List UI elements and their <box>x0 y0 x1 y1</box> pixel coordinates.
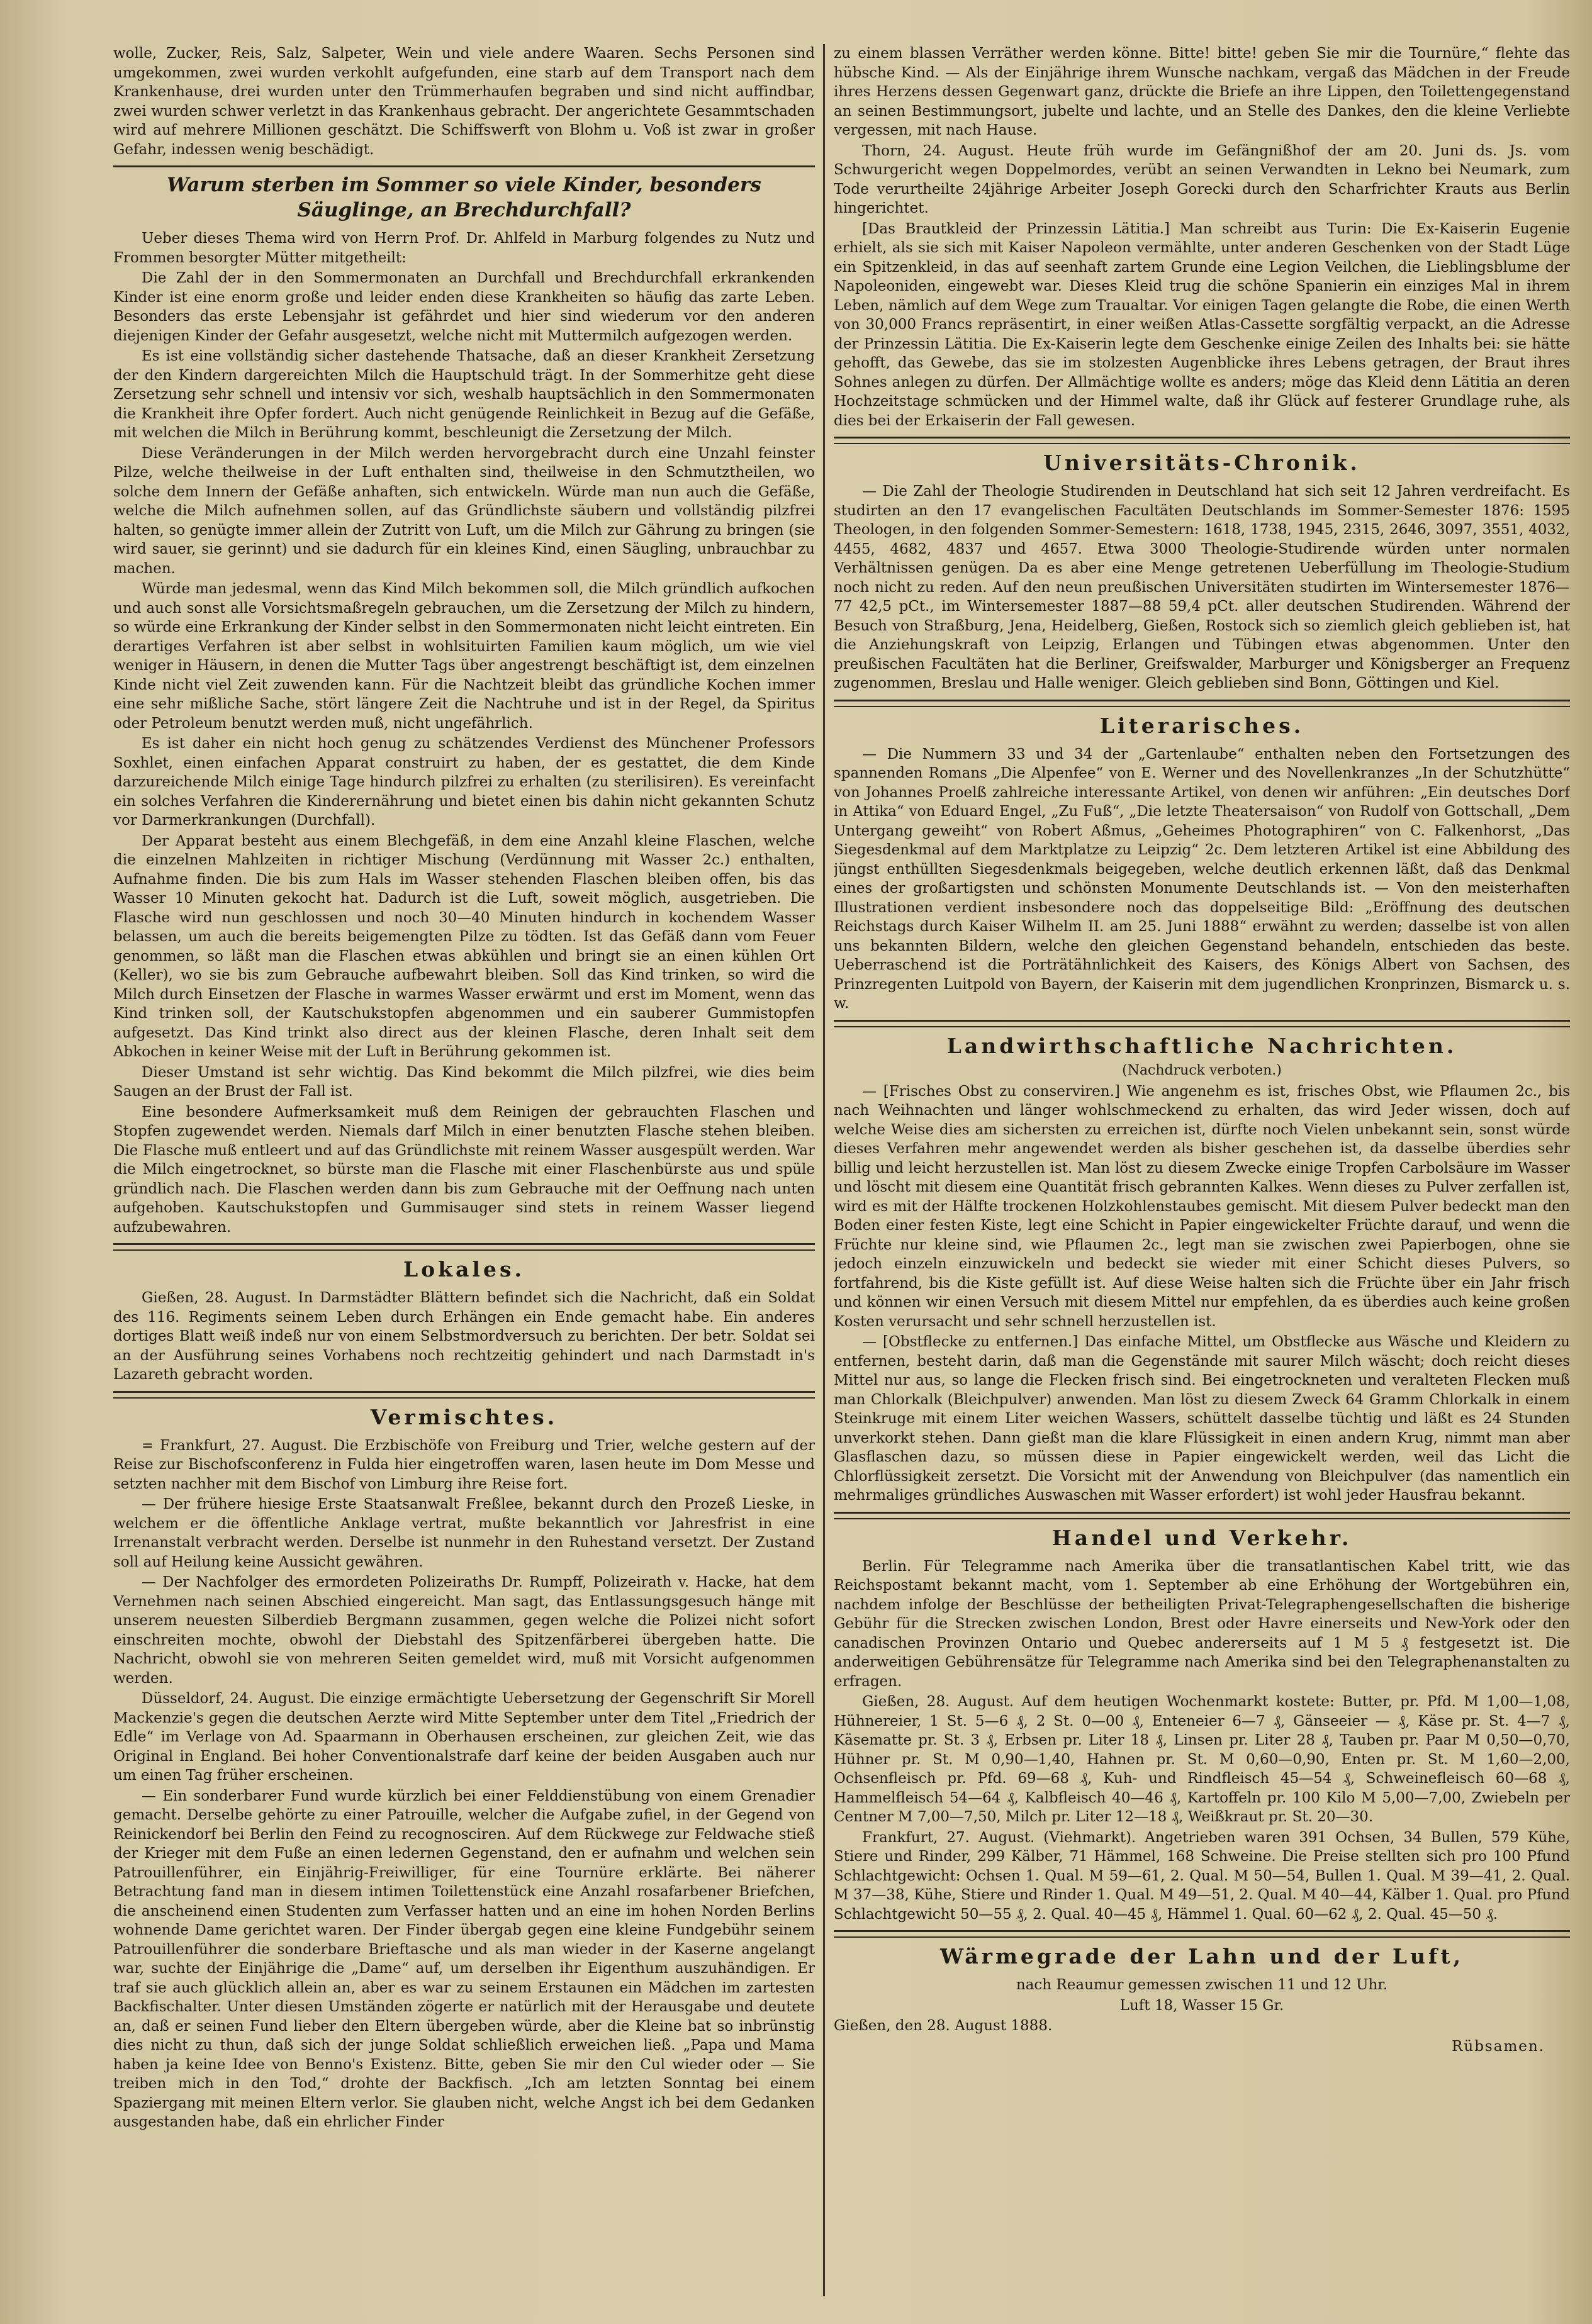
news-paragraph: — Die Zahl der Theologie Studirenden in Deutschland hat sich seit 12 Jahren verdreifacht. Es studirten an den 17 evangelischen Facultäten Deutschlands im Sommer-Semester 1876: 1595 Theologen, in den folgenden Sommer-Semestern: 1618, 1738, 1945, 2315, 2646, 3097, 3551, 4032, 4455, 4682, 4837 und 4657. Etwa 3000 Theologie-Studirende würden unter normalen Verhältnissen genügen. Da es aber eine Menge getretenen Ueberfüllung im Theologie-Studium noch nicht zu reden. Auf den neun preußischen Universitäten studirten im Wintersemester 1876—77 42,5 pCt., im Wintersemester 1887—88 59,4 pCt. aller deutschen Studirenden. Während der Besuch von Straßburg, Jena, Heidelberg, Gießen, Rostock sich so ziemlich gleich geblieben ist, hat die Anziehungskraft von Leipzig, Erlangen und Tübingen etwas abgenommen. Unter den preußischen Facultäten hat die Berliner, Greifswalder, Marburger und Königsberger an Frequenz zugenommen, Breslau und Halle weniger. Gleich geblieben sind Bonn, Göttingen und Kiel. <box>834 483 1570 691</box>
news-paragraph: Berlin. Für Telegramme nach Amerika über die transatlantischen Kabel tritt, wie das Reichspostamt bekannt macht, vom 1. September ab eine Erhöhung der Wortgebühren ein, nachdem infolge der Beschlüsse der betheiligten Privat-Telegraphengesellschaften die bisherige Gebühr für die Strecken zwischen London, Brest oder Havre einerseits und New-York oder den canadischen Provinzen Ontario und Quebec andererseits auf 1 M 5 ₰ festgesetzt ist. Die anderweitigen Gebührensätze für Telegramme nach Amerika sind bei den Telegraphenanstalten zu erfragen. <box>834 1558 1570 1690</box>
article-paragraph: Die Zahl der in den Sommermonaten an Durchfall und Brechdurchfall erkrankenden Kinder ist eine enorm große und leider enden diese Krankheiten so häufig das zarte Leben. Besonders das erste Lebensjahr ist gefährdet und hier sind wiederum vor den anderen diejenigen Kinder der Gefahr ausgesetzt, welche nicht mit Muttermilch aufgezogen werden. <box>113 270 815 344</box>
section-title-vermischtes: Vermischtes. <box>370 1404 558 1429</box>
section-title-handel: Handel und Verkehr. <box>1051 1525 1352 1550</box>
news-paragraph: [Das Brautkleid der Prinzessin Lätitia.] Man schreibt aus Turin: Die Ex-Kaiserin Eugenie erhielt, als sie sich mit Kaiser Napoleon vermählte, unter anderen Geschenken von der Stadt Lüge ein Spitzenkleid, in das auf seenhaft zartem Grunde eine Legion Veilchen, die Lieblingsblume der Napoleoniden, eingewebt war. Dieses Kleid trug die schöne Spanierin ein einziges Mal in ihrem Leben, nämlich auf dem Wege zum Traualtar. Vor einigen Tagen gelangte die Robe, die einen Werth von 30,000 Francs repräsentirt, in einer weißen Atlas-Cassette sorgfältig verpackt, an die Adresse der Prinzessin Lätitia. Die Ex-Kaiserin legte dem Geschenke einige Zeilen des Inhalts bei: sie hätte gehofft, das Gewebe, das sie im stolzesten Augenblicke ihres Lebens getragen, der Braut ihres Sohnes anlegen zu dürfen. Der Allmächtige wollte es anders; möge das Kleid denn Lätitia an deren Hochzeitstage schmücken und der Himmel walte, daß ihr Glück auf festerer Grundlage ruhe, als dies bei der Erkaiserin der Fall gewesen. <box>834 220 1570 429</box>
news-paragraph: = Frankfurt, 27. August. Die Erzbischöfe von Freiburg und Trier, welche gestern auf der Reise zur Bischofsconferenz in Fulda hier eingetroffen waren, lasen heute im Dom Messe und setzten nachher mit dem Bischof von Limburg ihre Reise fort. <box>113 1437 815 1492</box>
section-rule <box>834 1930 1570 1938</box>
article-paragraph: Dieser Umstand ist sehr wichtig. Das Kind bekommt die Milch pilzfrei, wie dies beim Saugen an der Brust der Fall ist. <box>113 1064 815 1100</box>
news-paragraph: — Der frühere hiesige Erste Staatsanwalt Freßlee, bekannt durch den Prozeß Lieske, in welchem er die öffentliche Anklage vertrat, mußte bekanntlich vor Jahresfrist in eine Irrenanstalt verbracht werden. Derselbe ist nunmehr in den Ruhestand versetzt. Der Zustand soll auf Heilung keine Aussicht gewähren. <box>113 1496 815 1570</box>
article-paragraph: Der Apparat besteht aus einem Blechgefäß, in dem eine Anzahl kleine Flaschen, welche die einzelnen Mahlzeiten in richtiger Mischung (Verdünnung mit Wasser 2c.) enthalten, Aufnahme finden. Die bis zum Hals im Wasser stehenden Flaschen bleiben offen, bis das Wasser 10 Minuten gekocht hat. Dadurch ist die Luft, soweit möglich, ausgetrieben. Die Flasche wird nun geschlossen und noch 30—40 Minuten hindurch in kochendem Wasser belassen, um auch die bereits beigemengten Pilze zu tödten. Ist das Gefäß dann vom Feuer genommen, so läßt man die Flaschen etwas abkühlen und bringt sie an einen kühlen Ort (Keller), wo sie bis zum Gebrauche aufbewahrt bleiben. Soll das Kind trinken, so wird die Milch durch Einsetzen der Flasche in warmes Wasser erwärmt und erst im Moment, wenn das Kind trinken soll, der Kautschukstopfen abgenommen und ein sauberer Gummistopfen aufgesetzt. Das Kind trinkt also direct aus der kleinen Flasche, deren Inhalt seit dem Abkochen in keiner Weise mit der Luft in Berührung gekommen ist. <box>113 832 815 1060</box>
article-paragraph: Würde man jedesmal, wenn das Kind Milch bekommen soll, die Milch gründlich aufkochen und auch sonst alle Vorsichtsmaßregeln gebrauchen, um die Zersetzung der Milch zu hindern, so würde eine Erkrankung der Kinder selbst in den Sommermonaten nicht leicht eintreten. Ein derartiges Verfahren ist aber selbst in wohlsituirten Familien kaum möglich, um wie viel weniger in Häusern, in denen die Mutter Tags über angestrengt beschäftigt ist, dem einzelnen Kinde nicht viel Zeit zuwenden kann. Für die Nachtzeit bleibt das gründliche Kochen immer eine sehr mißliche Sache, stört längere Zeit die Nachtruhe und ist in der Regel, da Spiritus oder Petroleum benutzt werden muß, nicht ungefährlich. <box>113 581 815 732</box>
section-title-literarisches: Literarisches. <box>1099 713 1304 738</box>
article-paragraph: Es ist daher ein nicht hoch genug zu schätzendes Verdienst des Münchener Professors Soxhlet, einen einfachen Apparat construirt zu haben, der es gestattet, die dem Kinde darzureichende Milch einige Tage hindurch pilzfrei zu erhalten (zu sterilisiren). Es vereinfacht ein solches Verfahren die Kinderernährung und bietet einen bis dahin nicht gekannten Schutz vor Darmerkrankungen (Durchfall). <box>113 735 815 829</box>
news-paragraph: zu einem blassen Verräther werden könne. Bitte! bitte! geben Sie mir die Tournüre,“ flehte das hübsche Kind. — Als der Einjährige ihrem Wunsche nachkam, vergaß das Mädchen in der Freude ihres Herzens dessen Gegenwart ganz, drückte die Briefe an ihre Lippen, den Toilettengegenstand an seinen Bestimmungsort, jubelte und lachte, und an Stelle des Dankes, den die kleine Verliebte vergessen, mit nach Hause. <box>834 45 1570 138</box>
section-title-landwirth: Landwirthschaftliche Nachrichten. <box>946 1033 1457 1058</box>
signature: Rübsamen. <box>1452 2038 1545 2055</box>
news-paragraph: Thorn, 24. August. Heute früh wurde im Gefängnißhof der am 20. Juni ds. Js. vom Schwurgericht wegen Doppelmordes, verübt an seinen Verwandten in Lekno bei Neumark, zum Tode verurtheilte 24jährige Arbeiter Joseph Gorecki durch den Scharfrichter Krauts aus Berlin hingerichtet. <box>834 142 1570 216</box>
article-paragraph: Ueber dieses Thema wird von Herrn Prof. Dr. Ahlfeld in Marburg folgendes zu Nutz und Frommen besorgter Mütter mitgetheilt: <box>113 230 815 266</box>
news-paragraph: — [Obstflecke zu entfernen.] Das einfache Mittel, um Obstflecke aus Wäsche und Kleidern zu entfernen, besteht darin, daß man die Gegenstände mit saurer Milch wäscht; doch reicht dieses Mittel nur aus, so lange die Flecken frisch sind. Bei eingetrockneten und veralteten Flecken muß man Chlorkalk (Bleichpulver) anwenden. Man löst zu diesem Zweck 64 Gramm Chlorkalk in einem Steinkruge mit einem Liter weichen Wassers, schüttelt dasselbe tüchtig und läßt es 24 Stunden unverkorkt stehen. Dann gießt man die klare Flüssigkeit in einen andern Krug, nimmt man aber Glasflaschen dazu, so müssen diese in Papier eingewickelt werden, weil das Licht die Chlorflüssigkeit zersetzt. Die Vorsicht mit der Anwendung von Bleichpulver (das namentlich ein mehrmaliges gründliches Auswaschen mit Wasser erfordert) ist wohl jeder Hausfrau bekannt. <box>834 1334 1570 1504</box>
section-rule <box>113 165 815 167</box>
news-paragraph: Frankfurt, 27. August. (Viehmarkt). Angetrieben waren 391 Ochsen, 34 Bullen, 579 Kühe, Stiere und Rinder, 299 Kälber, 71 Hämmel, 168 Schweine. Die Preise stellten sich pro 100 Pfund Schlachtgewicht: Ochsen 1. Qual. M 59—61, 2. Qual. M 50—54, Bullen 1. Qual. M 39—41, 2. Qual. M 37—38, Kühe, Stiere und Rinder 1. Qual. M 49—51, 2. Qual. M 40—44, Kälber 1. Qual. pro Pfund Schlachtgewicht 50—55 ₰, 2. Qual. 40—45 ₰, Hämmel 1. Qual. 60—62 ₰, 2. Qual. 45—50 ₰. <box>834 1829 1570 1923</box>
reprint-note: (Nachdruck verboten.) <box>1122 1062 1282 1078</box>
left-column <box>113 44 815 2309</box>
article-headline: Warum sterben im Sommer so viele Kinder, besonders Säuglinge, an Brechdurchfall? <box>167 174 761 221</box>
section-title-lokales: Lokales. <box>403 1257 525 1282</box>
weather-line: Gießen, den 28. August 1888. <box>834 2018 1053 2034</box>
weather-line: Luft 18, Wasser 15 Gr. <box>1119 1997 1284 2014</box>
section-title-waerme: Wärmegrade der Lahn und der Luft, <box>940 1944 1464 1969</box>
article-paragraph: Diese Veränderungen in der Milch werden hervorgebracht durch eine Unzahl feinster Pilze, welche theilweise in der Luft enthalten sind, theilweise in den Schmutztheilen, wo solche dem Innern der Gefäße anhaften, sich entwickeln. Würde man nun auch die Gefäße, welche die Milch aufnehmen sollen, auf das Gründlichste säubern und vollständig pilzfrei halten, so genügte immer allein der Zutritt von Luft, um die Milch zur Gährung zu bringen (sie wird sauer, sie gerinnt) und sie dadurch für ein kleines Kind, einen Säugling, unbrauchbar zu machen. <box>113 445 815 577</box>
right-column <box>834 44 1570 2309</box>
news-paragraph: — Die Nummern 33 und 34 der „Gartenlaube“ enthalten neben den Fortsetzungen des spannenden Romans „Die Alpenfee“ von E. Werner und des Novellenkranzes „In der Schutzhütte“ von Johannes Proelß zahlreiche interessante Artikel, von denen wir anführen: „Ein deutsches Dorf in Attika“ von Eduard Engel, „Zu Fuß“, „Die letzte Theatersaison“ von Rudolf von Gottschall, „Dem Untergang geweiht“ von Robert Aßmus, „Geheimes Photographiren“ von C. Falkenhorst, „Das Siegesdenkmal auf dem Marktplatze zu Leipzig“ 2c. Dem letzteren Artikel ist eine Abbildung des jüngst enthüllten Siegesdenkmals beigegeben, welche deutlich erkennen läßt, daß das Denkmal eines der großartigsten und schönsten Monumente Deutschlands ist. — Von den meisterhaften Illustrationen verdient insbesondere noch das doppelseitige Bild: „Eröffnung des deutschen Reichstags durch Kaiser Wilhelm II. am 25. Juni 1888“ erwähnt zu werden; dasselbe ist von allen uns bekannten Bildern, welche den gleichen Gegenstand behandeln, entschieden das beste. Ueberraschend ist die Porträtähnlichkeit des Kaisers, des Königs Albert von Sachsen, des Prinzregenten Luitpold von Bayern, der Kaiserin mit dem jugendlichen Kronprinzen, Bismarck u. s. w. <box>834 746 1570 1012</box>
news-paragraph: Düsseldorf, 24. August. Die einzige ermächtigte Uebersetzung der Gegenschrift Sir Morell Mackenzie's gegen die deutschen Aerzte wird Mitte September unter dem Titel „Friedrich der Edle“ im Verlage von Ad. Spaarmann in Oberhausen erscheinen, zur gleichen Zeit, wie das Original in England. Bei hoher Conventionalstrafe darf keine der beiden Ausgaben auch nur um einen Tag früher erscheinen. <box>113 1690 815 1784</box>
news-paragraph: — Ein sonderbarer Fund wurde kürzlich bei einer Felddienstübung von einem Grenadier gemacht. Derselbe gehörte zu einer Patrouille, welcher die Aufgabe zufiel, in der Gegend von Reinickendorf bei Berlin den Feind zu recognosciren. Auf dem Rückwege zur Feldwache stieß der Krieger mit dem Fuße an einen ledernen Gegenstand, den er aufnahm und welchen sein Patrouillenführer, ein Einjährig-Freiwilliger, für eine Tournüre erklärte. Bei näherer Betrachtung fand man in diesem intimen Toilettenstück eine Anzahl rosafarbener Briefchen, die anscheinend einen Studenten zum Verfasser hatten und an eine im hohen Norden Berlins wohnende Dame gerichtet waren. Der Finder übergab gegen eine kleine Fundgebühr seinem Patrouillenführer die sonderbare Brieftasche und als man wieder in der Kaserne angelangt war, suchte der Einjährige die „Dame“ auf, um derselben ihr Eigenthum auszuhändigen. Er traf sie auch glücklich allein an, aber es war zu seinem Erstaunen ein Mädchen im zartesten Backfischalter. Unter diesen Umständen zögerte er natürlich mit der Herausgabe und deutete an, daß er seinen Fund lieber den Eltern übergeben würde, aber die Kleine bat so inbrünstig dies nicht zu thun, daß sich der junge Soldat schließlich erweichen ließ. „Papa und Mama haben ja keine Idee von Benno's Existenz. Bitte, geben Sie mir den Cul wieder oder — Sie treiben mich in den Tod,“ drohte der Backfisch. „Ich am letzten Sonntag bei einem Spaziergang mit meinen Eltern verlor. Sie glauben nicht, welche Angst ich bei dem Gedanken ausgestanden habe, daß ein ehrlicher Finder <box>113 1787 815 2130</box>
column-divider <box>823 44 825 2296</box>
section-rule <box>113 1391 815 1399</box>
section-title-universitaet: Universitäts-Chronik. <box>1043 450 1360 475</box>
section-rule <box>834 1020 1570 1027</box>
section-rule <box>113 1243 815 1251</box>
section-rule <box>834 437 1570 444</box>
weather-line: nach Reaumur gemessen zwischen 11 und 12 Uhr. <box>1016 1977 1388 1993</box>
section-rule <box>834 700 1570 707</box>
news-paragraph: — Der Nachfolger des ermordeten Polizeiraths Dr. Rumpff, Polizeirath v. Hacke, hat dem Vernehmen nach seinen Abschied eingereicht. Man sagt, das Entlassungsgesuch hänge mit unserem neuesten Silberdieb Bergmann zusammen, gegen welche die Polizei nicht sofort einschreiten mochte, obwohl der Diebstahl des Spitzenfärberei übergeben hatte. Die Nachricht, obwohl sie von mehreren Seiten gemeldet wird, muß mit Vorsicht aufgenommen werden. <box>113 1574 815 1687</box>
article-paragraph: Eine besondere Aufmerksamkeit muß dem Reinigen der gebrauchten Flaschen und Stopfen zugewendet werden. Niemals darf Milch in einer benutzten Flasche stehen bleiben. Die Flasche muß entleert und auf das Gründlichste mit reinem Wasser ausgespült werden. War die Milch eingetrocknet, so bürste man die Flasche mit einer Flaschenbürste aus und spüle gründlich nach. Die Flaschen werden dann bis zum Gebrauche mit der Oeffnung nach unten aufgehoben. Kautschukstopfen und Gummisauger sind stets in reinem Wasser liegend aufzubewahren. <box>113 1103 815 1236</box>
news-paragraph: Gießen, 28. August. In Darmstädter Blättern befindet sich die Nachricht, daß ein Soldat des 116. Regiments seinem Leben durch Erhängen ein Ende gemacht habe. Ein anderes dortiges Blatt weiß indeß nur von einem Selbstmordversuch zu berichten. Der betr. Soldat sei an der Ausführung seines Vorhabens noch rechtzeitig gehindert und nach Darmstadt in's Lazareth gebracht worden. <box>113 1290 815 1383</box>
news-paragraph: wolle, Zucker, Reis, Salz, Salpeter, Wein und viele andere Waaren. Sechs Personen sind umgekommen, zwei wurden verkohlt aufgefunden, eine starb auf dem Transport nach dem Krankenhause, drei wurden unter den Trümmerhaufen begraben und sind nicht auffindbar, zwei wurden schwer verletzt in das Krankenhaus gebracht. Der angerichtete Gesammtschaden wird auf mehrere Millionen geschätzt. Die Schiffswerft von Blohm u. Voß ist zwar in großer Gefahr, indessen wenig beschädigt. <box>113 45 815 158</box>
news-paragraph: — [Frisches Obst zu conserviren.] Wie angenehm es ist, frisches Obst, wie Pflaumen 2c., bis nach Weihnachten und länger wohlschmeckend zu erhalten, das wird Jeder wissen, doch auf welche Weise dies am sichersten zu erreichen ist, dürfte noch Vielen unbekannt sein, sonst würde dieses Verfahren mehr angewendet werden als bisher geschehen ist, da dasselbe überdies sehr billig und leicht herzustellen ist. Man löst zu diesem Zwecke einige Tropfen Carbolsäure im Wasser und löscht mit diesem eine Quantität frisch gebrannten Kalkes. Wenn dieses zu Pulver zerfallen ist, wird es mit der Hälfte trockenen Holzkohlenstaubes gemischt. Mit diesem Pulver bedeckt man den Boden einer festen Kiste, legt eine Schicht in Papier eingewickelter Früchte darauf, und wenn die Früchte nur kleine sind, wie Pflaumen 2c., legt man sie zwischen zwei Papierbogen, ohne sie jedoch einzeln einzuwickeln und bedeckt sie wieder mit einer Schicht dieses Pulvers, so fortfahrend, bis die Kiste gefüllt ist. Auf diese Weise halten sich die Früchte über ein Jahr frisch und können wir einen Versuch mit diesem Mittel nur empfehlen, da es überdies auch keine großen Kosten verursacht und sehr schnell herzustellen ist. <box>834 1083 1570 1330</box>
news-paragraph: Gießen, 28. August. Auf dem heutigen Wochenmarkt kostete: Butter, pr. Pfd. M 1,00—1,08, Hühnereier, 1 St. 5—6 ₰, 2 St. 0—00 ₰, Enteneier 6—7 ₰, Gänseeier — ₰, Käse pr. St. 4—7 ₰, Käsematte pr. St. 3 ₰, Erbsen pr. Liter 18 ₰, Linsen pr. Liter 28 ₰, Tauben pr. Paar M 0,50—0,70, Hühner pr. St. M 0,90—1,40, Hahnen pr. St. M 0,60—0,90, Enten pr. St. M 1,60—2,00, Ochsenfleisch pr. Pfd. 69—68 ₰, Kuh- und Rindfleisch 45—54 ₰, Schweinefleisch 60—68 ₰, Hammelfleisch 54—64 ₰, Kalbfleisch 40—46 ₰, Kartoffeln pr. 100 Kilo M 5,00—7,00, Zwiebeln per Centner M 7,00—7,50, Milch pr. Liter 12—18 ₰, Weißkraut pr. St. 20—30. <box>834 1694 1570 1825</box>
article-paragraph: Es ist eine vollständig sicher dastehende Thatsache, daß an dieser Krankheit Zersetzung der den Kindern dargereichten Milch die Hauptschuld trägt. In der Sommerhitze geht diese Zersetzung sehr schnell und intensiv vor sich, weshalb hauptsächlich in den Sommermonaten die Krankheit ihre Opfer fordert. Auch nicht genügende Reinlichkeit in Bezug auf die Gefäße, mit welchen die Milch in Berührung kommt, beschleunigt die Zersetzung der Milch. <box>113 348 815 441</box>
section-rule <box>834 1512 1570 1519</box>
